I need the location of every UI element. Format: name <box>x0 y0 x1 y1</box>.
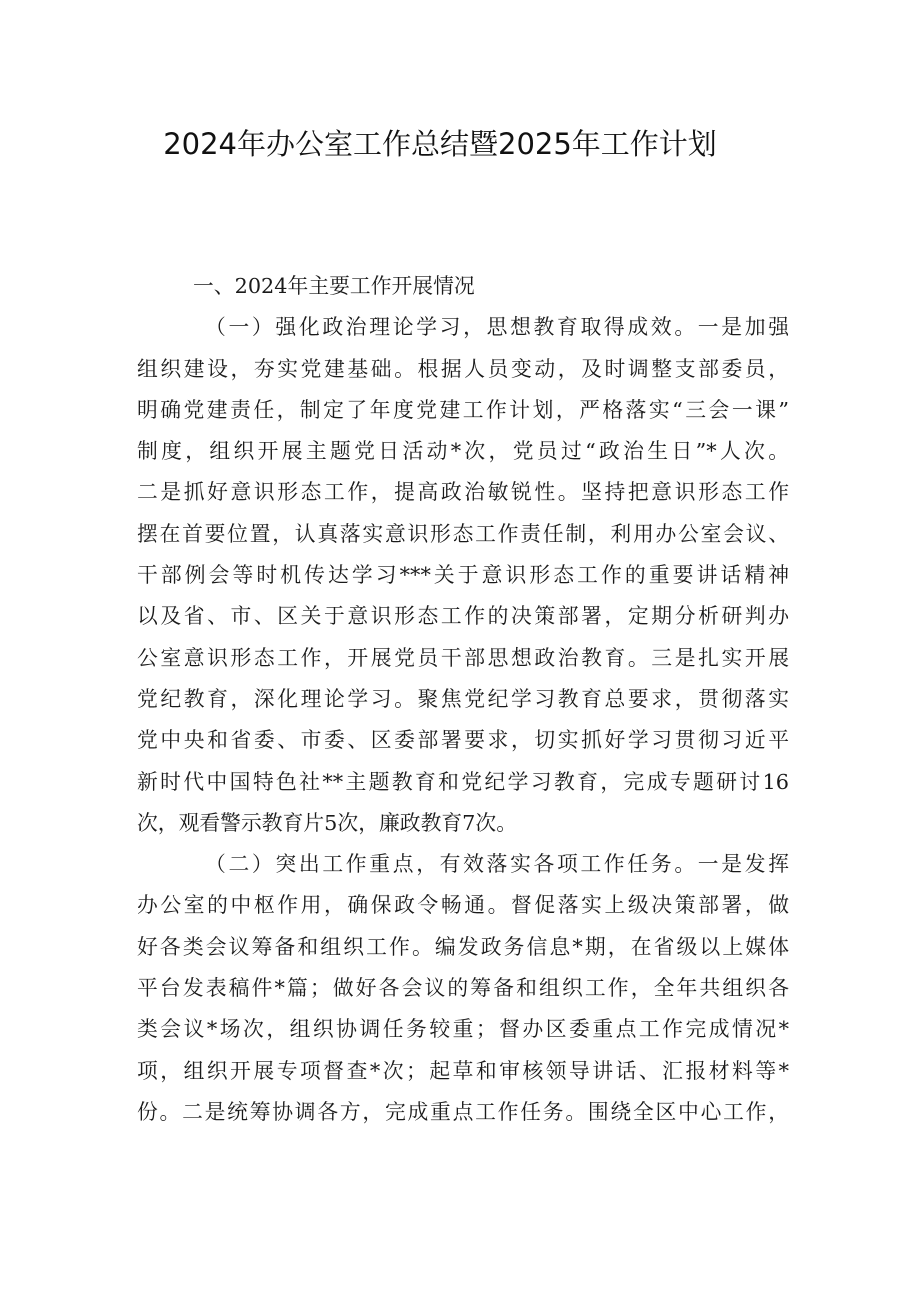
paragraph-line: 次，观看警示教育片5次，廉政教育7次。 <box>137 810 518 835</box>
paragraph-line: （二）突出工作重点，有效落实各项工作任务。一是发挥 <box>205 852 789 877</box>
paragraph-line: 二是抓好意识形态工作，提高政治敏锐性。坚持把意识形态工作 <box>137 480 789 505</box>
paragraph-line: 平台发表稿件*篇；做好各会议的筹备和组织工作，全年共组织各 <box>137 976 789 1001</box>
paragraph-line: 摆在首要位置，认真落实意识形态工作责任制，利用办公室会议、 <box>137 521 789 546</box>
paragraph-1 <box>137 307 789 844</box>
paragraph-line: 组织建设，夯实党建基础。根据人员变动，及时调整支部委员， <box>137 356 789 381</box>
paragraph-line: 份。二是统筹协调各方，完成重点工作任务。围绕全区中心工作， <box>137 1099 789 1124</box>
paragraph-line: 以及省、市、区关于意识形态工作的决策部署，定期分析研判办 <box>137 604 789 629</box>
paragraph-line: （一）强化政治理论学习，思想教育取得成效。一是加强 <box>205 315 789 340</box>
paragraph-line: 公室意识形态工作，开展党员干部思想政治教育。三是扎实开展 <box>137 645 789 670</box>
paragraph-line: 好各类会议筹备和组织工作。编发政务信息*期，在省级以上媒体 <box>137 934 789 959</box>
paragraph-line: 制度，组织开展主题党日活动*次，党员过“政治生日”*人次。 <box>137 439 789 464</box>
document-body <box>137 266 789 1133</box>
paragraph-line: 党中央和省委、市委、区委部署要求，切实抓好学习贯彻习近平 <box>137 728 789 753</box>
paragraph-line: 干部例会等时机传达学习***关于意识形态工作的重要讲话精神 <box>137 563 789 588</box>
paragraph-line: 明确党建责任，制定了年度党建工作计划，严格落实“三会一课” <box>137 397 789 422</box>
paragraph-line: 党纪教育，深化理论学习。聚焦党纪学习教育总要求，贯彻落实 <box>137 686 789 711</box>
paragraph-line: 新时代中国特色社**主题教育和党纪学习教育，完成专题研讨16 <box>137 769 789 794</box>
section-heading: 一、2024年主要工作开展情况 <box>193 274 475 298</box>
paragraph-line: 项，组织开展专项督查*次；起草和审核领导讲话、汇报材料等* <box>137 1058 789 1083</box>
paragraph-2 <box>137 844 789 1133</box>
document-title: 2024年办公室工作总结暨2025年工作计划 <box>163 127 717 161</box>
paragraph-line: 办公室的中枢作用，确保政令畅通。督促落实上级决策部署，做 <box>137 893 789 918</box>
paragraph-line: 类会议*场次，组织协调任务较重；督办区委重点工作完成情况* <box>137 1017 789 1042</box>
